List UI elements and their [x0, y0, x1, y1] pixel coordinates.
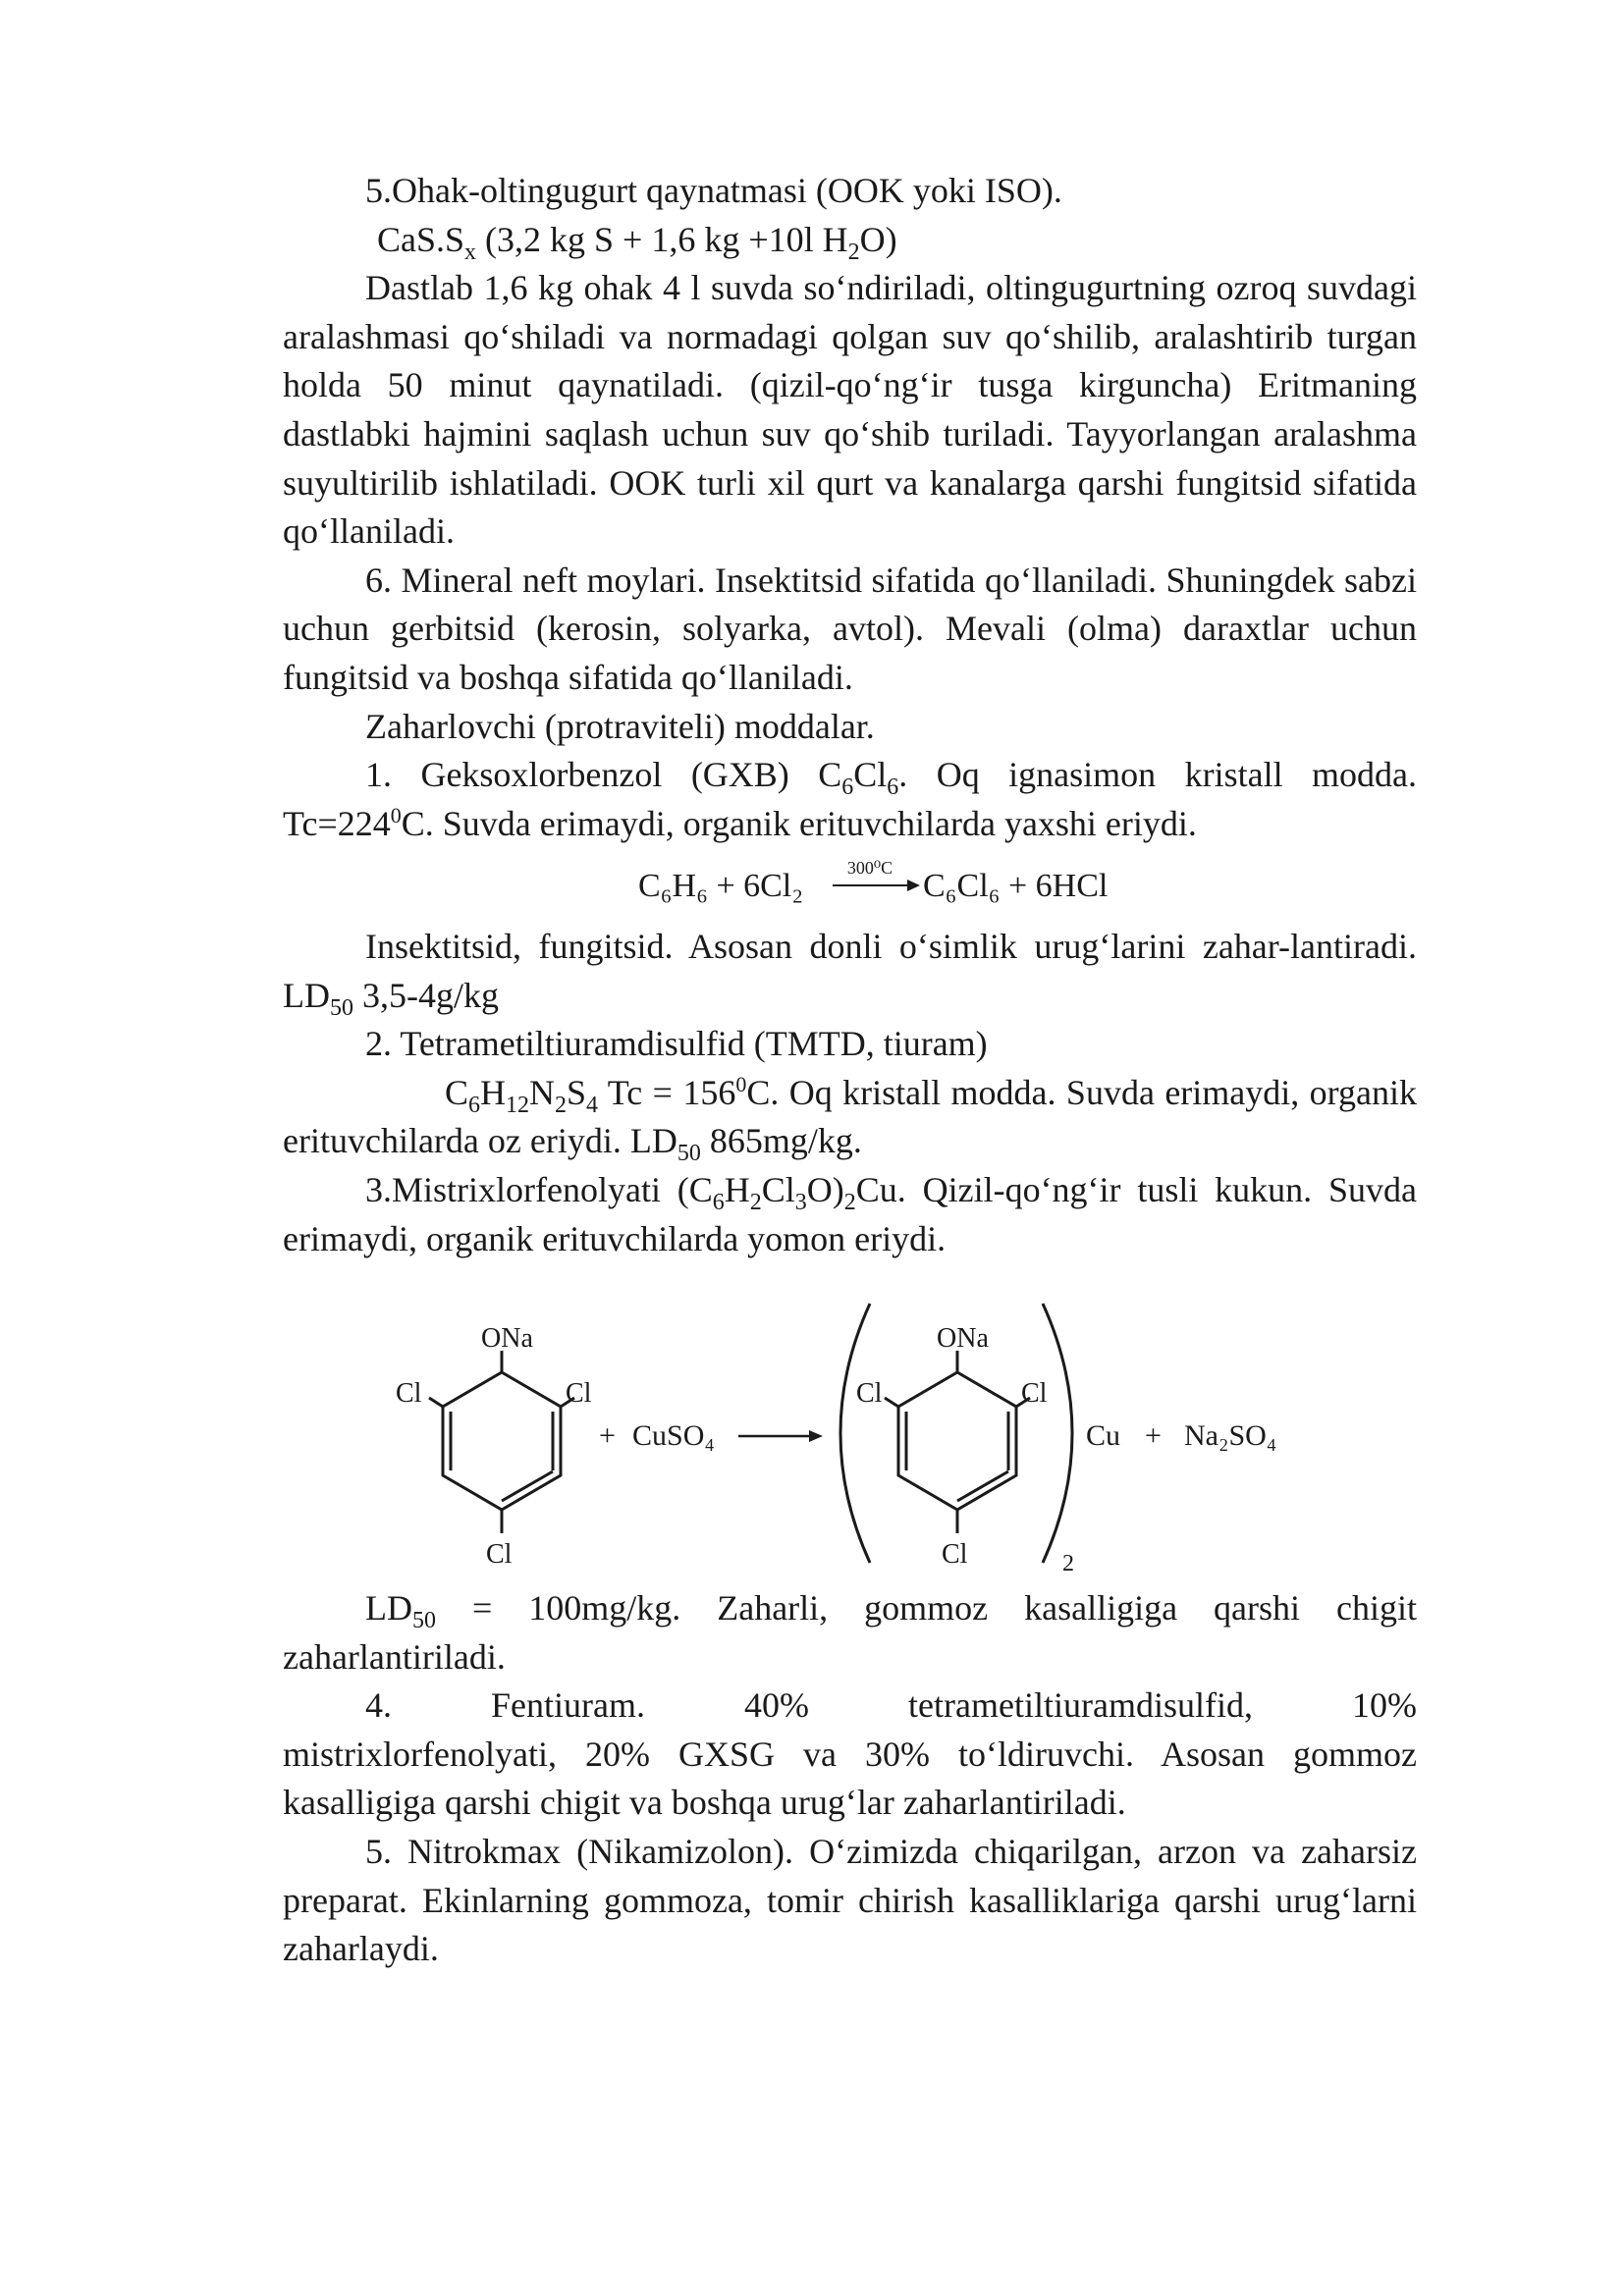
label-ona-right: ONa — [937, 1323, 989, 1354]
benzene-ring-left — [429, 1351, 574, 1533]
label-cl-right-3: Cl — [942, 1539, 968, 1570]
byproduct-na2so4: Na₂SO₄ — [1184, 1419, 1277, 1452]
equation-right: C₆Cl₆ + 6HCl — [923, 868, 1109, 904]
paragraph-gxb: 1. Geksoxlorbenzol (GXB) $C_6Cl_6$. Oq ignasimon kristall modda. $Tc=224^0C$. Suvda erimaydi, organik erituvchilarda yaxshi eriydi. — [283, 755, 1417, 843]
reagent-cuso4: CuSO₄ — [632, 1419, 715, 1452]
plus-sign-1: + — [599, 1419, 616, 1452]
reaction-arrow — [829, 858, 922, 901]
paragraph-ld50: $LD_{50} = 100mg/kg$. Zaharli, gommoz kasalligiga qarshi chigit zaharlantiriladi. — [283, 1588, 1417, 1677]
reaction-scheme — [283, 1286, 1417, 1580]
label-cl-left-1: Cl — [396, 1378, 422, 1409]
label-cl-left-3: Cl — [486, 1539, 513, 1570]
reaction-equation — [283, 858, 1417, 919]
heading-protravitel: Zaharlovchi (protraviteli) moddalar. — [365, 706, 875, 746]
paragraph-preparation: Dastlab 1,6 kg ohak 4 l suvda so‘ndiriladi, oltingugurtning ozroq suvdagi aralashmasi qo‘shiladi va normadagi qolgan suv qo‘shilib, aralashtirib turgan holda 50 minut qaynatiladi. (qizil-qo‘ng‘ir tusga kirguncha) Eritmaning dastlabki hajmini saqlash uchun suv qo‘shib turiladi. Tayyorlangan aralashma suyultirilib ishlatiladi. OOK turli xil qurt va kanalarga qarshi fungitsid sifatida qo‘llaniladi. — [283, 268, 1417, 552]
plus-sign-2: + — [1145, 1419, 1162, 1452]
paragraph-nitrokmax: 5. Nitrokmax (Nikamizolon). O‘zimizda chiqarilgan, arzon va zaharsiz preparat. Ekinlarning gommoza, tomir chirish kasalliklariga qarshi urug‘larni zaharlaydi. — [283, 1831, 1417, 1969]
block-bottom — [283, 1584, 1417, 1974]
benzene-ring-right — [885, 1351, 1030, 1533]
heading-lime-sulfur: 5.Ohak-oltingugurt qaynatmasi (OOK yoki ISO). — [365, 171, 1062, 210]
paren-left — [840, 1304, 870, 1563]
paren-subscript: 2 — [1062, 1551, 1074, 1576]
arrow-condition: 300⁰C — [846, 858, 893, 878]
label-cu: Cu — [1086, 1419, 1121, 1452]
equation-left: C₆H₆ + 6Cl₂ — [638, 868, 804, 904]
scheme-arrow — [738, 1430, 823, 1442]
paragraph-mistrixlor: 3.Mistrixlorfenolyati $(C_6H_2Cl_3O)_2Cu$. Qizil-qo‘ng‘ir tusli kukun. Suvda erimaydi, organik erituvchilarda yomon eriydi. — [283, 1169, 1417, 1258]
label-ona-left: ONa — [481, 1323, 533, 1354]
paren-right — [1043, 1304, 1072, 1563]
paragraph-gxb-use: Insektitsid, fungitsid. Asosan donli o‘simlik urug‘larini zahar-lantiradi. $LD_{50}$ 3,5-4g/kg — [283, 927, 1417, 1021]
formula-line: $CaS.S_x$ (3,2 kg S + 1,6 kg +10l $H_2O$) — [377, 219, 897, 265]
paragraph-tmtd: $C_6H_{12}N_2S_4$ $Tc = 156^0C$. Oq kristall modda. Suvda erimaydi, organik erituvchilarda oz eriydi. $LD_{50}$ 865mg/kg. — [283, 1071, 1417, 1167]
block-top — [283, 167, 1417, 848]
block-middle — [283, 923, 1417, 1263]
label-cl-left-2: Cl — [566, 1378, 592, 1409]
label-cl-right-1: Cl — [856, 1378, 883, 1409]
label-cl-right-2: Cl — [1021, 1378, 1048, 1409]
heading-tmtd: 2. Tetrametiltiuramdisulfid (TMTD, tiuram) — [365, 1024, 988, 1064]
paragraph-fentiuram-rest: mistrixlorfenolyati, 20% GXSG va 30% to‘ldiruvchi. Asosan gommoz kasalligiga qarshi chigit va boshqa urug‘lar zaharlantiriladi. — [283, 1734, 1417, 1823]
paragraph-mineral-oils: 6. Mineral neft moylari. Insektitsid sifatida qo‘llaniladi. Shuningdek sabzi uchun gerbitsid (kerosin, solyarka, avtol). Mevali (olma) daraxtlar uchun fungitsid va boshqa sifatida qo‘llaniladi. — [283, 560, 1417, 697]
paragraph-fentiuram-first-line: 4. Fentiuram. 40% tetrametiltiuramdisulfid, 10% — [365, 1685, 1417, 1726]
